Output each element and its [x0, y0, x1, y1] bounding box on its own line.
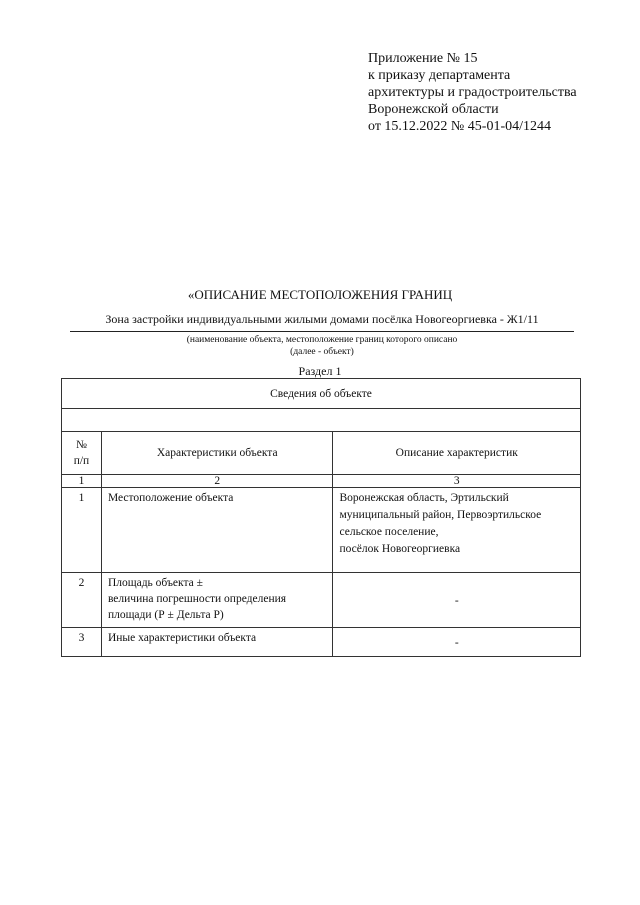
header-num-line: № [75, 439, 87, 451]
document-title: «ОПИСАНИЕ МЕСТОПОЛОЖЕНИЯ ГРАНИЦ [187, 287, 453, 302]
object-name: Зона застройки индивидуальными жилыми домами посёлка Новогеоргиевка - Ж1/11 [105, 312, 539, 326]
caption-line: (наименование объекта, местоположение границ которого описано [186, 335, 458, 345]
appendix-line: от 15.12.2022 № 45-01-04/1244 [368, 119, 552, 134]
row-description-cell: Воронежская область, Эртильский муниципальный район, Первоэртильское сельское поселение, посёлок Новогеоргиевка [333, 488, 581, 573]
row-characteristic-cell: Площадь объекта ± величина погрешности определения площади (Р ± Дельта Р) [101, 573, 333, 628]
row-characteristic-cell: Местоположение объекта [101, 488, 333, 573]
row-num-cell: 2 [62, 573, 102, 628]
header-num-cell [62, 432, 102, 475]
appendix-line: архитектуры и градостроительства [368, 85, 577, 100]
section-heading: Раздел 1 [298, 364, 342, 378]
object-name-caption [70, 334, 574, 358]
underline-divider [70, 331, 574, 332]
table-info-header-row [62, 379, 581, 409]
header-description-cell: Описание характеристик [333, 432, 581, 475]
appendix-block [368, 50, 577, 135]
table-row [62, 573, 581, 628]
info-header-cell: Сведения об объекте [62, 379, 581, 409]
index-cell: 2 [101, 475, 333, 488]
object-info-table [61, 378, 581, 657]
table-column-header-row [62, 432, 581, 475]
table-row [62, 488, 581, 573]
table-blank-row [62, 409, 581, 432]
table-index-row [62, 475, 581, 488]
index-cell: 3 [333, 475, 581, 488]
header-num-line: п/п [73, 455, 90, 467]
blank-cell [62, 409, 581, 432]
appendix-line: к приказу департамента [368, 68, 511, 83]
table-row [62, 628, 581, 657]
row-description-cell: - [333, 628, 581, 657]
appendix-line: Приложение № 15 [368, 51, 478, 66]
index-cell: 1 [62, 475, 102, 488]
row-description-cell: - [333, 573, 581, 628]
row-num-cell: 3 [62, 628, 102, 657]
caption-line: (далее - объект) [290, 347, 354, 357]
row-characteristic-cell: Иные характеристики объекта [101, 628, 333, 657]
row-num-cell: 1 [62, 488, 102, 573]
header-characteristics-cell: Характеристики объекта [101, 432, 333, 475]
appendix-line: Воронежской области [368, 102, 499, 117]
